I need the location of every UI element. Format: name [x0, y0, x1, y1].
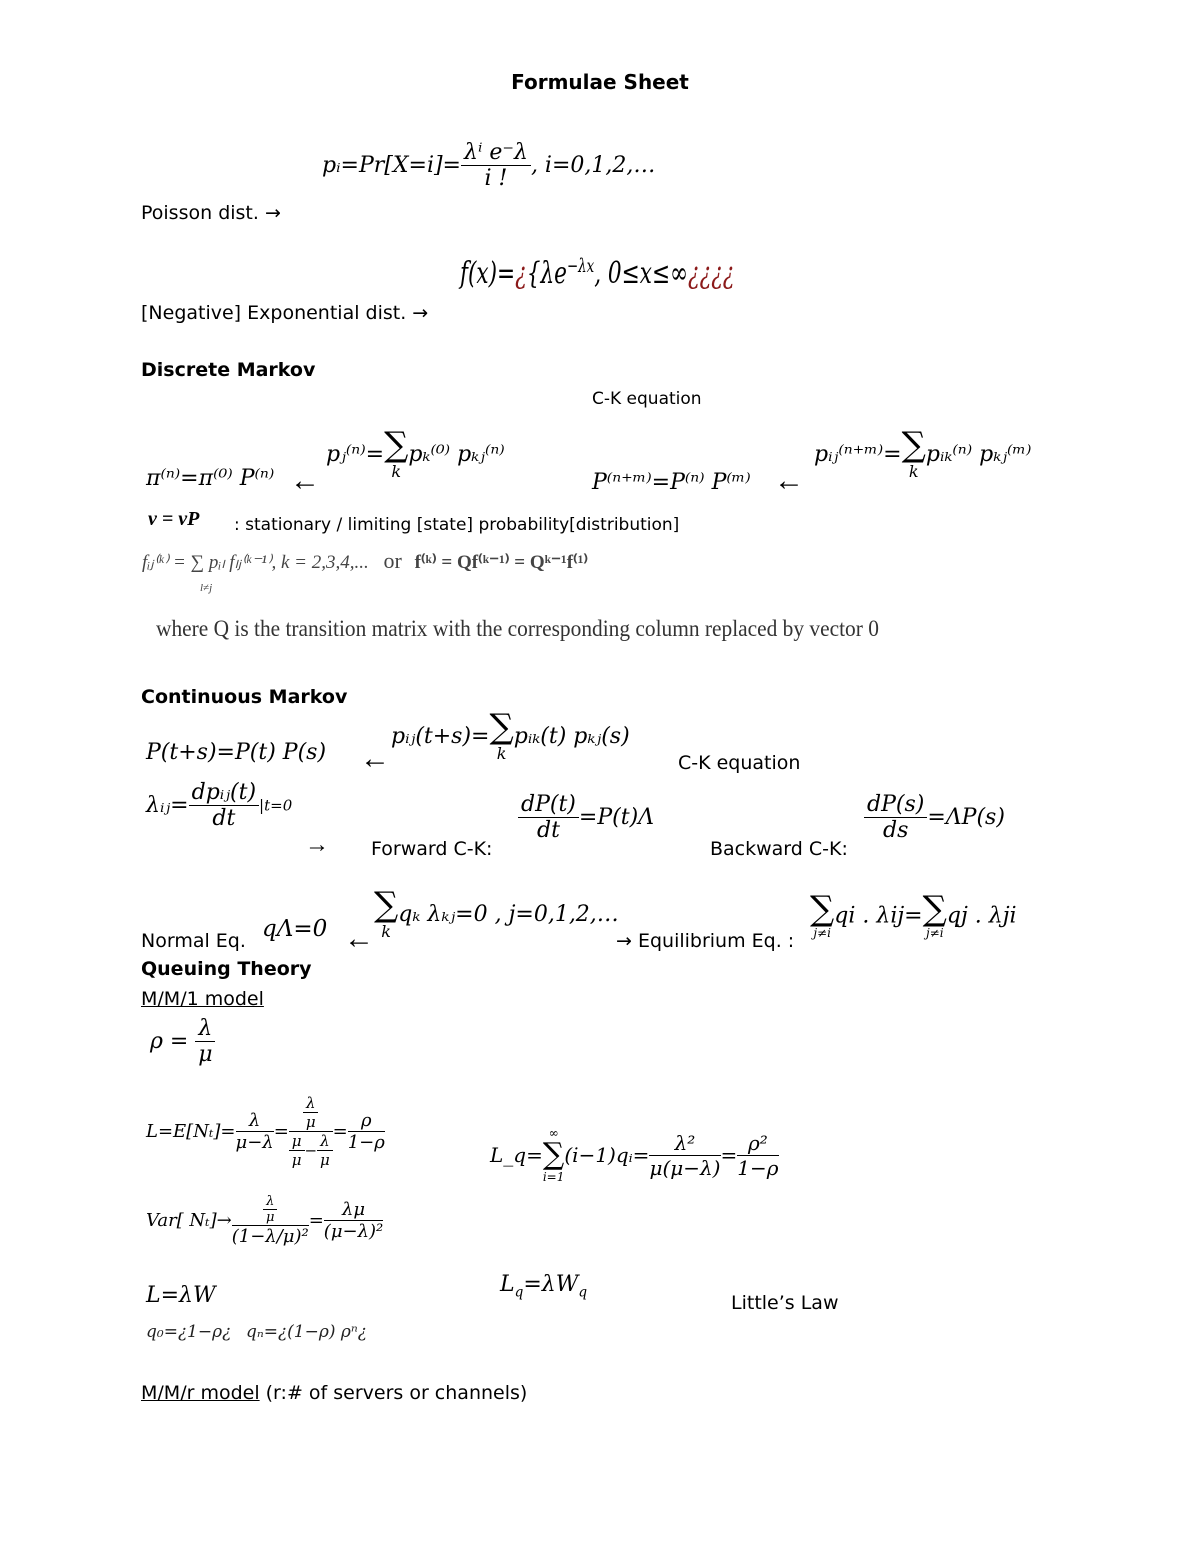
arrow-left-3: ← [360, 742, 390, 775]
sum-index: k [496, 744, 507, 763]
equilibrium-label: → Equilibrium Eq. : [616, 930, 795, 952]
L-one-minus-rho: 1−ρ [347, 1132, 385, 1153]
L-inner-mu: μ [305, 1113, 316, 1131]
backward-denominator: ds [882, 818, 909, 843]
stationary-equation: v = vP [148, 508, 200, 530]
P-n-plus-m-formula: P⁽ⁿ⁺ᵐ⁾=P⁽ⁿ⁾ P⁽ᵐ⁾ [592, 470, 751, 495]
pij-ts-lhs: pᵢⱼ(t+s)= [391, 724, 490, 749]
exponential-formula [460, 256, 734, 291]
L-inner-lambda: λ [303, 1094, 319, 1113]
eq-index-right: j≠i [925, 926, 944, 940]
Lq-sum-top: ∞ [548, 1126, 559, 1140]
mmr-heading: M/M/r model [141, 1382, 260, 1404]
L-frac1-num: λ [236, 1110, 274, 1132]
P-t-plus-s-formula: P(t+s)=P(t) P(s) [146, 740, 327, 765]
Lq-den: μ(μ−λ) [649, 1155, 721, 1180]
poisson-denominator: i ! [484, 166, 508, 191]
rho-lhs: ρ = [150, 1029, 189, 1054]
forward-rhs: =P(t)Λ [578, 805, 655, 830]
pj-lhs: pⱼ⁽ⁿ⁾= [326, 442, 385, 467]
qn-formula: qₙ=¿(1−ρ) ρⁿ¿ [246, 1322, 367, 1342]
exp-lhs: f(x)= [460, 256, 516, 291]
lambda-ij-formula [146, 780, 292, 831]
little-Lq [500, 1272, 587, 1300]
L-den-mu: μ [320, 1151, 330, 1169]
backward-rhs: =ΛP(s) [927, 805, 1005, 830]
arrow-left-1: ← [290, 464, 320, 497]
forward-denominator: dt [536, 818, 560, 843]
L-rho: ρ [348, 1110, 385, 1132]
exp-body: {λe [526, 256, 567, 291]
mmr-heading-line [141, 1382, 527, 1404]
pij-lhs: pᵢⱼ⁽ⁿ⁺ᵐ⁾= [814, 442, 902, 467]
rho-formula [150, 1016, 215, 1067]
eq-right: qj . λji [946, 903, 1017, 929]
discrete-ck-label: C-K equation [592, 389, 702, 409]
pi-n-formula: π⁽ⁿ⁾=π⁽⁰⁾ P⁽ⁿ⁾ [146, 466, 275, 491]
normal-eq-formula: qΛ=0 [262, 916, 328, 942]
sum-index: k [381, 922, 391, 941]
pj-rhs: pₖ⁽⁰⁾ pₖⱼ⁽ⁿ⁾ [408, 442, 505, 467]
L-lhs: L=E[Nₜ]= [146, 1121, 236, 1142]
Lq-num: λ² [649, 1131, 720, 1156]
poisson-lhs: pᵢ=Pr[X=i]= [322, 153, 461, 178]
Lq-rho-sq: ρ² [737, 1131, 778, 1156]
var-num2: λμ [324, 1199, 383, 1221]
poisson-numerator: λⁱ e⁻λ [461, 140, 531, 166]
forward-ck-label: Forward C-K: [371, 838, 493, 860]
sum-index: k [391, 462, 402, 481]
equilibrium-formula: ∑ j≠i qi . λij= ∑ j≠i qj . λji [810, 889, 1017, 940]
exponential-label: [Negative] Exponential dist. → [141, 302, 429, 324]
little-Wq-sub: q [578, 1284, 588, 1301]
forward-ck-formula [518, 792, 654, 843]
lambda-eval: |t=0 [259, 796, 293, 815]
exp-sup: −λx [566, 256, 595, 277]
L-den-lambda: λ [317, 1132, 333, 1151]
Lq-body: (i−1)qᵢ= [564, 1143, 650, 1167]
mmr-note: (r:# of servers or channels) [259, 1382, 528, 1404]
var-inner-mu: μ [265, 1210, 275, 1225]
Lq-lhs: L_q= [490, 1143, 543, 1167]
eq-index-left: j≠i [813, 926, 831, 940]
exp-broken-glyph-2: ¿¿¿¿ [688, 256, 735, 291]
little-Lq-sub: q [514, 1284, 524, 1301]
var-den: (1−λ/μ)² [231, 1226, 309, 1247]
arrow-right-1: → [305, 832, 329, 858]
lambda-denominator: dt [212, 806, 236, 831]
normal-eq-label: Normal Eq. [141, 930, 246, 952]
pj-n-formula: pⱼ⁽ⁿ⁾= ∑ k pₖ⁽⁰⁾ pₖⱼ⁽ⁿ⁾ [326, 425, 505, 481]
continuous-markov-heading: Continuous Markov [141, 686, 348, 708]
backward-ck-label: Backward C-K: [710, 838, 848, 860]
Lq-eq: = [720, 1143, 738, 1167]
var-inner-lambda: λ [263, 1194, 277, 1210]
pij-n-plus-m-formula: pᵢⱼ⁽ⁿ⁺ᵐ⁾= ∑ k pᵢₖ⁽ⁿ⁾ pₖⱼ⁽ᵐ⁾ [814, 425, 1032, 481]
queuing-heading: Queuing Theory [141, 958, 312, 980]
first-passage-formula [142, 548, 588, 574]
little-L: L=λW [146, 1283, 216, 1308]
forward-numerator: dP(t) [518, 792, 579, 818]
first-passage-sum: fᵢⱼ⁽ᵏ⁾ = ∑ pᵢₗ fₗⱼ⁽ᵏ⁻¹⁾, k = 2,3,4,... [142, 552, 369, 573]
poisson-label: Poisson dist. → [141, 202, 281, 224]
where-q-note: where Q is the transition matrix with the corresponding column replaced by vector 0 [156, 616, 879, 641]
L-formula [146, 1094, 385, 1169]
L-eq2: = [332, 1121, 348, 1142]
q0-formula: q₀=¿1−ρ¿ [146, 1322, 232, 1342]
L-minus: − [304, 1141, 318, 1160]
L-den-mu-top: μ [289, 1132, 305, 1151]
rho-mu: μ [198, 1042, 213, 1067]
pij-ts-rhs: pᵢₖ(t) pₖⱼ(s) [513, 724, 630, 749]
L-den-mu-bot: μ [291, 1151, 302, 1169]
var-den2: (μ−λ)² [323, 1221, 384, 1242]
arrow-left-4: ← [344, 922, 374, 955]
Lq-formula: L_q= ∞ ∑ i=1 (i−1)qᵢ= $\frac{\text{λ²}}{\mu(\mu-\lambda)}$ = $\frac{\text{ρ²}}{1-\rho}$ [490, 1126, 779, 1184]
poisson-range: , i=0,1,2,… [530, 153, 656, 178]
little-Lq-mid: =λW [523, 1272, 579, 1297]
var-eq: = [308, 1210, 324, 1231]
lambda-lhs: λᵢⱼ= [146, 793, 189, 818]
discrete-markov-heading: Discrete Markov [141, 359, 316, 381]
mm1-heading: M/M/1 model [141, 988, 264, 1010]
sum-index: k [908, 462, 919, 481]
pij-t-plus-s-formula: pᵢⱼ(t+s)= ∑ k pᵢₖ(t) pₖⱼ(s) [391, 707, 630, 763]
exp-broken-glyph-1: ¿ [515, 256, 527, 291]
L-frac1-den: μ−λ [235, 1132, 274, 1153]
continuous-ck-label: C-K equation [678, 752, 801, 774]
backward-numerator: dP(s) [864, 792, 927, 818]
L-eq1: = [273, 1121, 289, 1142]
normal-sum-body: qₖ λₖⱼ=0 , j=0,1,2,… [398, 902, 619, 927]
arrow-left-2: ← [774, 464, 804, 497]
stationary-description: : stationary / limiting [state] probability[distribution] [234, 515, 680, 535]
lambda-numerator: dpᵢⱼ(t) [189, 780, 259, 806]
poisson-formula [322, 140, 655, 191]
littles-law-label: Little’s Law [731, 1292, 839, 1314]
first-passage-matrix: f⁽ᵏ⁾ = Qf⁽ᵏ⁻¹⁾ = Qᵏ⁻¹f⁽¹⁾ [414, 552, 589, 573]
little-Lq-L: L [500, 1272, 515, 1297]
first-passage-index: l≠j [200, 582, 213, 594]
Lq-sum-bottom: i=1 [542, 1170, 565, 1184]
eq-left: qi . λij= [834, 903, 923, 929]
or-text: or [383, 548, 402, 573]
var-lhs: Var[ Nₜ]→ [146, 1210, 232, 1231]
rho-lambda: λ [195, 1016, 215, 1042]
backward-ck-formula [864, 792, 1005, 843]
pij-rhs: pᵢₖ⁽ⁿ⁾ pₖⱼ⁽ᵐ⁾ [925, 442, 1032, 467]
Lq-one-minus-rho: 1−ρ [737, 1155, 779, 1180]
page-title: Formulae Sheet [511, 70, 689, 94]
exp-tail: , 0≤x≤∞ [594, 256, 689, 291]
var-formula [146, 1194, 383, 1247]
normal-sum-formula: ∑ k qₖ λₖⱼ=0 , j=0,1,2,… [374, 885, 619, 941]
